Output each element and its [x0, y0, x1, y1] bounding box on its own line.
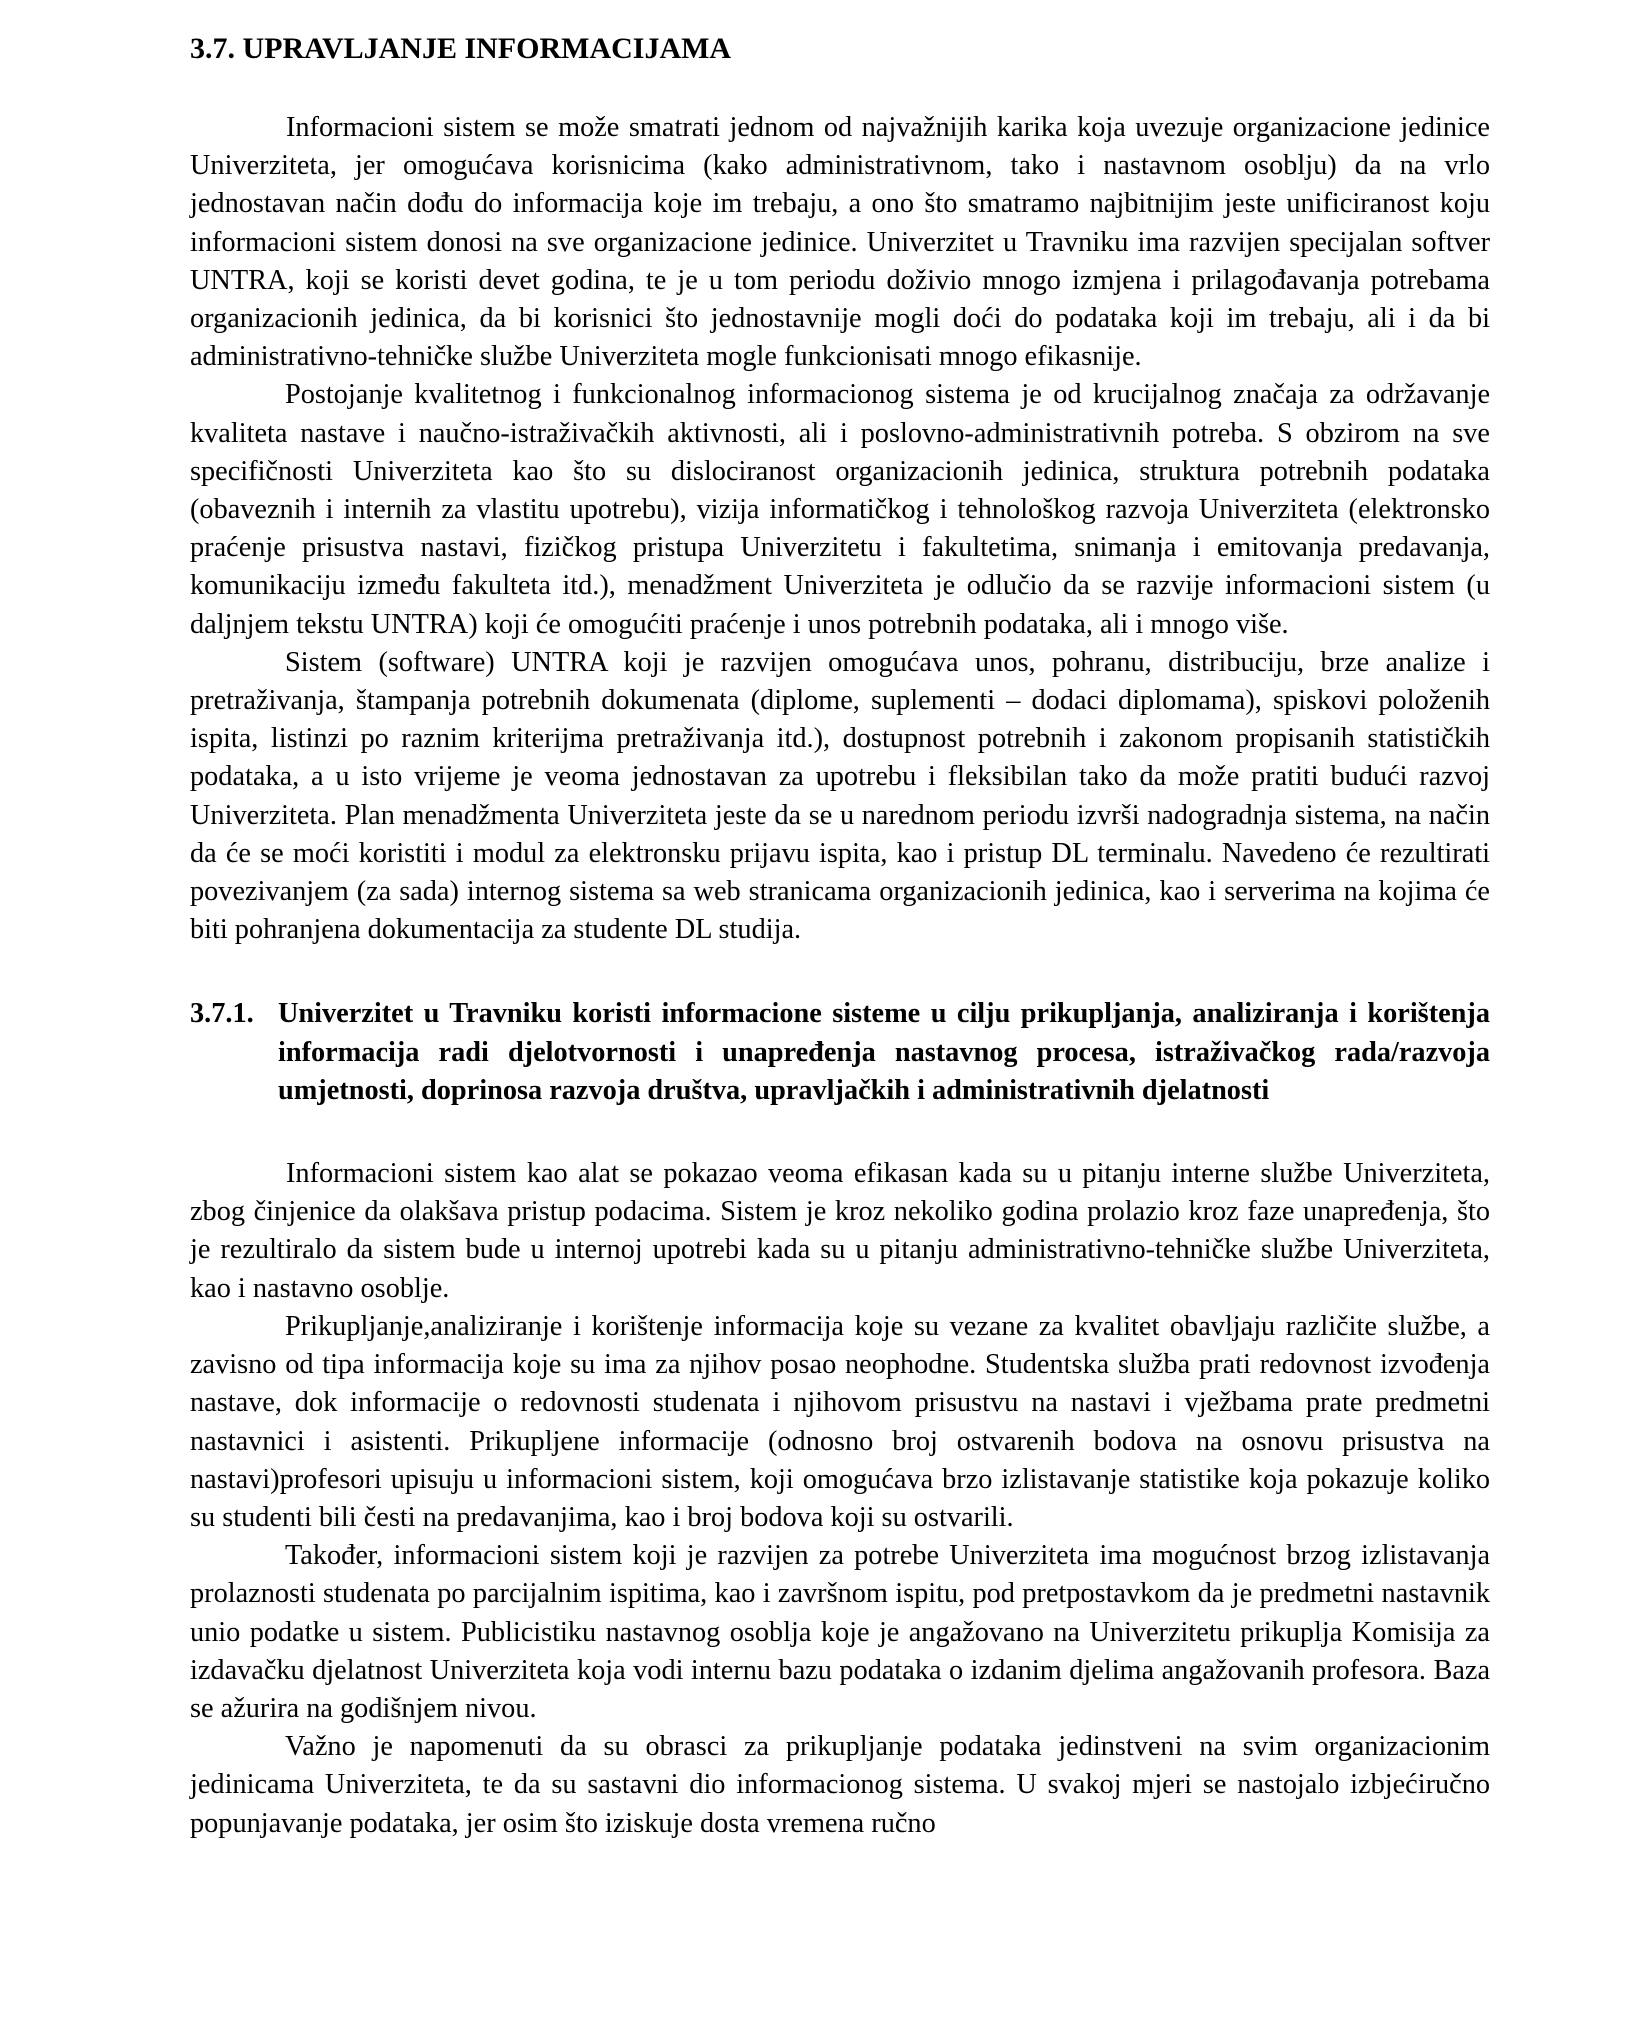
subsection-paragraph-2: Prikupljanje,analiziranje i korištenje informacija koje su vezane za kvalitet obavljaju različite službe, a zavisno od tipa informacija koje su ima za njihov posao neophodne. Studentska služba prati redovnost izvođenja nastave, dok informacije o redovnosti studenata i njihovom prisustvu na nastavi i vježbama prate predmetni nastavnici i asistenti. Prikupljene informacije (odnosno broj ostvarenih bodova na osnovu prisustva na nastavi)profesori upisuju u informacioni sistem, koji omogućava brzo izlistavanje statistike koja pokazuje koliko su studenti bili česti na predavanjima, kao i broj bodova koji su ostvarili.: [190, 1310, 1490, 1533]
document-page: [190, 30, 1490, 1843]
subsection-paragraph-3: Također, informacioni sistem koji je razvijen za potrebe Univerziteta ima mogućnost brzog izlistavanja prolaznosti studenata po parcijalnim ispitima, kao i završnom ispitu, pod pretpostavkom da je predmetni nastavnik unio podatke u sistem. Publicistiku nastavnog osoblja koje je angažovano na Univerzitetu prikuplja Komisija za izdavačku djelatnost Univerziteta koja vodi internu bazu podataka o izdanim djelima angažovanih profesora. Baza se ažurira na godišnjem nivou.: [190, 1540, 1490, 1724]
section-heading: 3.7. UPRAVLJANJE INFORMACIJAMA: [190, 32, 732, 65]
section-paragraph-2: Postojanje kvalitetnog i funkcionalnog informacionog sistema je od krucijalnog značaja za održavanje kvaliteta nastave i naučno-istraživačkih aktivnosti, ali i poslovno-administrativnih potreba. S obzirom na sve specifičnosti Univerziteta kao što su dislociranost organizacionih jedinica, struktura potrebnih podataka (obaveznih i internih za vlastitu upotrebu), vizija informatičkog i tehnološkog razvoja Univerziteta (elektronsko praćenje prisustva nastavi, fizičkog pristupa Univerzitetu i fakultetima, snimanja i emitovanja predavanja, komunikaciju između fakulteta itd.), menadžment Univerziteta je odlučio da se razvije informacioni sistem (u daljnjem tekstu UNTRA) koji će omogućiti praćenje i unos potrebnih podataka, ali i mnogo više.: [190, 379, 1490, 640]
section-paragraph-1: Informacioni sistem se može smatrati jednom od najvažnijih karika koja uvezuje organizacione jedinice Univerziteta, jer omogućava korisnicima (kako administrativnom, tako i nastavnom osoblju) da na vrlo jednostavan način dođu do informacija koje im trebaju, a ono što smatramo najbitnijim jeste unificiranost koju informacioni sistem donosi na sve organizacione jedinice. Univerzitet u Travniku ima razvijen specijalan softver UNTRA, koji se koristi devet godina, te je u tom periodu doživio mnogo izmjena i prilagođavanja potrebama organizacionih jedinica, da bi korisnici što jednostavnije mogli doći do podataka koji im trebaju, ali i da bi administrativno-tehničke službe Univerziteta mogle funkcionisati mnogo efikasnije.: [190, 112, 1490, 373]
subsection-title: Univerzitet u Travniku koristi informacione sisteme u cilju prikupljanja, analiziranja i korištenja informacija radi djelotvornosti i unapređenja nastavnog procesa, istraživačkog rada/razvoja umjetnosti, doprinosa razvoja društva, upravljačkih i administrativnih djelatnosti: [278, 998, 1490, 1106]
subsection-heading: [190, 995, 1490, 1110]
section-paragraph-3: Sistem (software) UNTRA koji je razvijen omogućava unos, pohranu, distribuciju, brze analize i pretraživanja, štampanja potrebnih dokumenata (diplome, suplementi – dodaci diplomama), spiskovi položenih ispita, listinzi po raznim kriterijma pretraživanja itd.), dostupnost potrebnih i zakonom propisanih statističkih podataka, a u isto vrijeme je veoma jednostavan za upotrebu i fleksibilan tako da može pratiti budući razvoj Univerziteta. Plan menadžmenta Univerziteta jeste da se u narednom periodu izvrši nadogradnja sistema, na način da će se moći koristiti i modul za elektronsku prijavu ispita, kao i pristup DL terminalu. Navedeno će rezultirati povezivanjem (za sada) internog sistema sa web stranicama organizacionih jedinica, kao i serverima na kojima će biti pohranjena dokumentacija za studente DL studija.: [190, 646, 1490, 946]
subsection-paragraph-1: Informacioni sistem kao alat se pokazao veoma efikasan kada su u pitanju interne službe Univerziteta, zbog činjenice da olakšava pristup podacima. Sistem je kroz nekoliko godina prolazio kroz faze unapređenja, što je rezultiralo da sistem bude u internoj upotrebi kada su u pitanju administrativno-tehničke službe Univerziteta, kao i nastavno osoblje.: [190, 1158, 1490, 1304]
subsection-number: 3.7.1.: [190, 998, 254, 1030]
subsection-paragraph-4: Važno je napomenuti da su obrasci za prikupljanje podataka jedinstveni na svim organizacionim jedinicama Univerziteta, te da su sastavni dio informacionog sistema. U svakoj mjeri se nastojalo izbjećiručno popunjavanje podataka, jer osim što iziskuje dosta vremena ručno: [190, 1731, 1490, 1839]
